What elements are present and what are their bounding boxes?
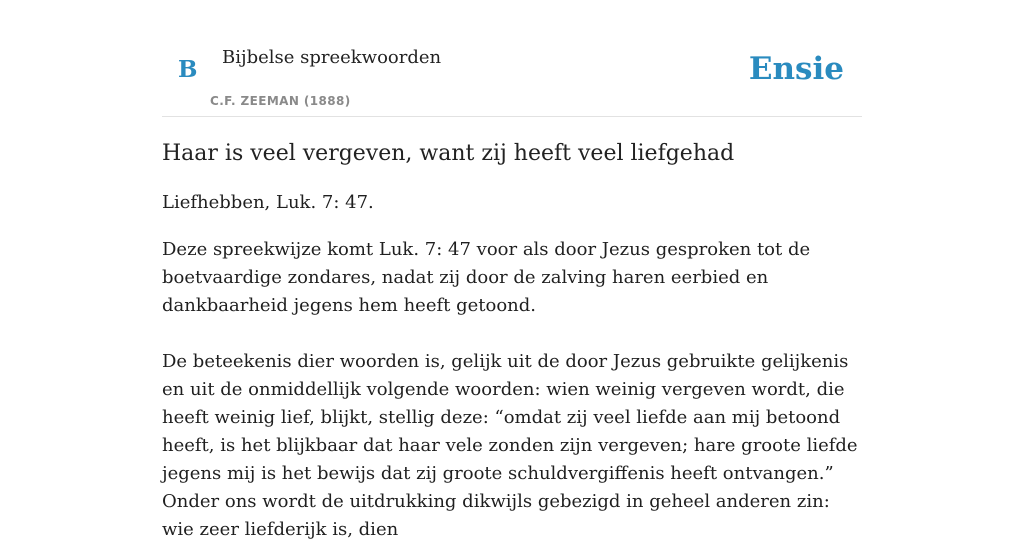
- ensie-logo-link[interactable]: Ensie: [748, 51, 844, 87]
- book-logo[interactable]: B: [178, 56, 198, 83]
- entry-title: Haar is veel vergeven, want zij heeft veel liefgehad: [162, 141, 735, 166]
- entry-reference: Liefhebben, Luk. 7: 47.: [162, 192, 374, 213]
- entry-content: [162, 138, 862, 544]
- book-title-link[interactable]: Bijbelse spreekwoorden: [222, 47, 442, 68]
- book-author: C.F. ZEEMAN (1888): [210, 94, 351, 108]
- entry-body: Deze spreekwijze komt Luk. 7: 47 voor als door Jezus gesproken tot de boetvaardige zondares, nadat zij door de zalving haren eerbied en dankbaarheid jegens hem heeft getoond. De beteekenis dier woorden is, gelijk uit de door Jezus gebruikte gelijkenis en uit de onmiddellijk volgende woorden: wien weinig vergeven wordt, die heeft weinig lief, blijkt, stellig deze: “omdat zij veel liefde aan mij betoond heeft, is het blijkbaar dat haar vele zonden zijn vergeven; hare groote liefde jegens mij is het bewijs dat zij groote schuldvergiffenis heeft ontvangen.” Onder ons wordt de uitdrukking dikwijls gebezigd in geheel anderen zin: wie zeer liefderijk is, dien: [162, 239, 858, 540]
- book-header: [162, 0, 862, 117]
